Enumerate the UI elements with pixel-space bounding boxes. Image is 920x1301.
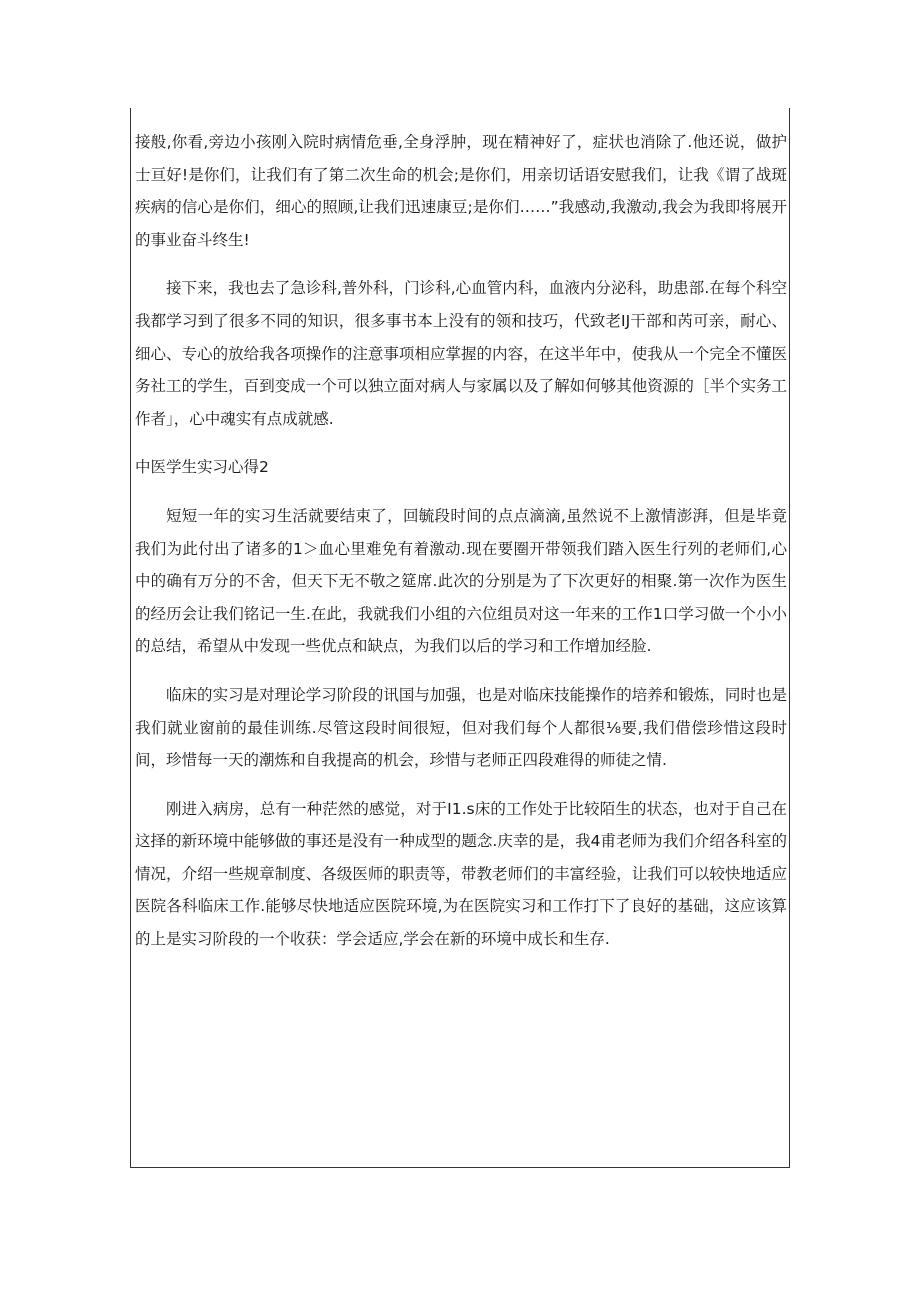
paragraph-4: 临床的实习是对理论学习阶段的讯国与加强，也是对临床技能操作的培养和锻炼，同时也是我们就业窗前的最佳训练.尽管这段时间很短，但对我们每个人都很⅛要,我们借偿珍惜这段时间，珍惜每一天的潮炼和自我提高的机会，珍惜与老师正四段难得的师徒之情. (135, 685, 787, 770)
paragraph-3: 短短一年的实习生活就要结束了，回毓段时间的点点滴滴,虽然说不上激情澎湃，但是毕竟我们为此付出了诸多的1＞血心里难免有着激动.现在要圈开带领我们踏入医生行列的老师们,心中的确有万分的不舍，但天下无不敬之筵席.此次的分别是为了下次更好的相聚.第一次作为医生的经历会让我们铭记一生.在此，我就我们小组的六位组员对这一年来的工作1口学习做一个小小的总结，希望从中发现一些优点和缺点，为我们以后的学习和工作增加经脸. (135, 506, 787, 656)
paragraph-1: 接般,你看,旁边小孩刚入院时病情危垂,全身浮肿，现在精神好了，症状也消除了.他还说，做护士亘好!是你们，让我们有了第二次生命的机会;是你们，用亲切话语安慰我们，让我《谓了战斑疾病的信心是你们，细心的照顾,让我们迅速康豆;是你们……”我感动,我激动,我会为我即将展开的事业奋斗终生! (135, 133, 787, 249)
page-frame (130, 108, 790, 1168)
paragraph-2: 接下来，我也去了急诊科,普外科，门诊科,心血管内科，血液内分泌科，助患部.在每个科空我都学习到了很多不同的知识，很多事书本上没有的领和技巧，代致老IJ干部和芮可亲，耐心、细心、专心的放给我各项操作的注意事项相应掌握的内容，在这半年中，使我从一个完全不懂医务社工的学生，百到变成一个可以独立面对病人与家属以及了解如何够其他资源的［半个实务工作者」，心中魂实有点成就感. (135, 279, 787, 428)
paragraph-5: 刚进入病房，总有一种茫然的感觉，对于I1.s床的工作处于比较陌生的状态，也对于自己在这择的新环境中能够做的事还是没有一种成型的题念.庆幸的是，我4甫老师为我们介绍各科室的情况，介绍一些规章制度、各级医师的职责等，带教老师们的丰富经验，让我们可以较快地适应医院各科临床工作.能够尽快地适应医院环境,为在医院实习和工作打下了良好的基础，这应该算的上是实习阶段的一个收获：学会适应,学会在新的环境中成长和生存. (135, 799, 787, 949)
document-body (135, 126, 787, 972)
section-title: 中医学生实习心得2 (135, 458, 269, 477)
